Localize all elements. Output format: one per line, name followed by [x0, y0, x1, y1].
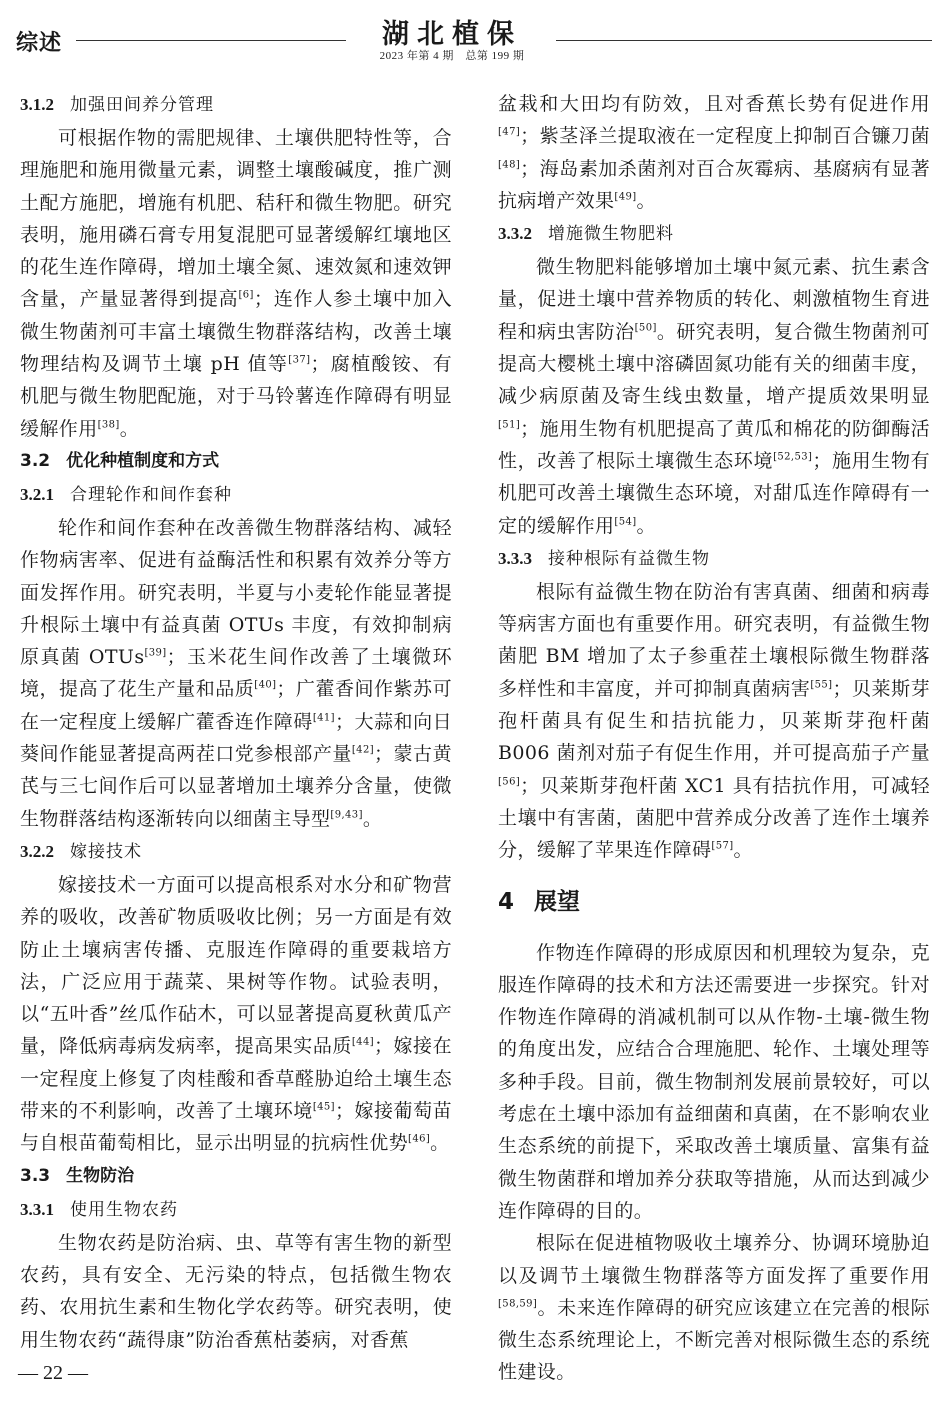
heading-number: 3.3.2 [498, 224, 532, 244]
paragraph-text: 。 [119, 417, 140, 440]
paragraph-text: ；广藿香间作紫苏可在一定程度上缓解广藿香连作障碍 [20, 678, 452, 733]
paragraph-text: 嫁接技术一方面可以提高根系对水分和矿物营养的吸收，改善矿物质吸收比例；另一方面是有效防止土壤病害传播、克服连作障碍的重要栽培方法，广泛应用于蔬菜、果树等作物。试验表明，以“五叶香”丝瓜作砧木，可以显著提高夏秋黄瓜产量，降低病毒病发病率，提高果实品质 [20, 873, 452, 1058]
header-rule-left [76, 40, 346, 41]
journal-issue: 2023 年第 4 期 总第 199 期 [379, 50, 525, 62]
paragraph [20, 869, 452, 1160]
heading-title: 展望 [534, 888, 581, 915]
paragraph [20, 122, 452, 445]
paragraph [498, 937, 930, 1228]
paragraph-text: 。 [430, 1132, 450, 1155]
paragraph-text: ；嫁接葡萄苗与自根苗葡萄相比，显示出明显的抗病性优势 [20, 1100, 452, 1155]
heading-title: 生物防治 [66, 1165, 135, 1186]
heading-title: 接种根际有益微生物 [548, 548, 710, 569]
paragraph-text: ；大蒜和向日葵间作能显著提高两茬口党参根部产量 [20, 710, 452, 766]
paragraph-text: 根际有益微生物在防治有害真菌、细菌和病毒等病害方面也有重要作用。研究表明，有益微生物菌肥 BM 增加了太子参重茬土壤根际微生物群落多样性和丰富度，并可抑制真菌病害 [498, 580, 930, 700]
paragraph-text: 。未来连作障碍的研究应该建立在完善的根际微生态系统理论上，不断完善对根际微生态的系统性建设。 [498, 1296, 930, 1384]
citation: [37] [288, 354, 311, 366]
left-column [20, 88, 452, 1356]
paragraph-text: ；蒙古黄芪与三七间作后可以显著增加土壤养分含量，使微生物群落结构逐渐转向以细菌主导型 [20, 743, 452, 830]
paragraph-text: ；施用生物有机肥可改善土壤微生态环境，对甜瓜连作障碍有一定的缓解作用 [498, 449, 930, 537]
citation: [39] [144, 647, 167, 659]
heading-number: 3.3.1 [20, 1199, 54, 1219]
subsubsection-heading [498, 217, 930, 251]
paragraph-text: 。 [362, 807, 383, 830]
subsubsection-heading [20, 478, 452, 512]
paragraph-text: ；玉米花生间作改善了土壤微环境，提高了花生产量和品质 [20, 646, 452, 701]
heading-number: 3.2 [20, 450, 51, 471]
paragraph-text: ；贝莱斯芽孢杆菌 XC1 具有拮抗作用，可减轻土壤中有害菌，菌肥中营养成分改善了连作土壤养分，缓解了苹果连作障碍 [498, 774, 930, 862]
paragraph-text: ；海岛素加杀菌剂对百合灰霉病、基腐病有显著抗病增产效果 [498, 157, 930, 212]
page-number: — 22 — [18, 1362, 88, 1384]
citation: [46] [408, 1133, 431, 1145]
paragraph-text: ；施用生物有机肥提高了黄瓜和棉花的防御酶活性，改善了根际土壤微生态环境 [498, 417, 930, 472]
subsubsection-heading [498, 542, 930, 576]
paragraph-text: 。研究表明，复合微生物菌剂可提高大樱桃土壤中溶磷固氮功能有关的细菌丰度，减少病原菌及寄生线虫数量，增产提质效果明显 [498, 320, 930, 408]
paragraph-text: 可根据作物的需肥规律、土壤供肥特性等，合理施肥和施用微量元素，调整土壤酸碱度，推广测土配方施肥，增施有机肥、秸秆和微生物肥。研究表明，施用磷石膏专用复混肥可显著缓解红壤地区的花生连作障碍，增加土壤全氮、速效氮和速效钾含量，产量显著得到提高 [20, 127, 452, 311]
heading-title: 增施微生物肥料 [548, 224, 674, 245]
citation: [52,53] [773, 451, 813, 463]
heading-title: 加强田间养分管理 [70, 95, 214, 115]
section-label: 综述 [16, 31, 63, 56]
citation: [42] [351, 744, 375, 756]
citation: [58,59] [498, 1298, 538, 1310]
paragraph [498, 251, 930, 542]
paragraph-text: ；腐植酸铵、有机肥与微生物肥配施，对于马铃薯连作障碍有明显缓解作用 [20, 353, 452, 440]
page-header [0, 0, 950, 70]
paragraph [20, 512, 452, 835]
heading-number: 3.3.3 [498, 548, 532, 568]
paragraph-text: ；连作人参土壤中加入微生物菌剂可丰富土壤微生物群落结构，改善土壤物理结构及调节土壤 pH 值等 [20, 288, 452, 376]
citation: [47] [498, 126, 521, 138]
citation: [56] [498, 776, 521, 788]
paragraph-text: 盆栽和大田均有防效，且对香蕉长势有促进作用 [498, 93, 930, 115]
heading-number: 3.2.2 [20, 841, 54, 861]
right-column [498, 88, 930, 1389]
paragraph-text: 微生物肥料能够增加土壤中氮元素、抗生素含量，促进土壤中营养物质的转化、刺激植物生育进程和病虫害防治 [498, 256, 930, 343]
citation: [9,43] [330, 809, 363, 821]
heading-number: 3.1.2 [20, 95, 54, 114]
paragraph-text: 。 [636, 514, 656, 537]
citation: [57] [711, 840, 734, 852]
citation: [45] [312, 1101, 335, 1113]
citation: [41] [312, 712, 335, 724]
citation: [44] [351, 1037, 375, 1049]
citation: [48] [498, 159, 521, 171]
paragraph-text: 生物农药是防治病、虫、草等有害生物的新型农药，具有安全、无污染的特点，包括微生物农药、农用抗生素和生物化学农药等。研究表明，使用生物农药“蔬得康”防治香蕉枯萎病，对香蕉 [20, 1231, 452, 1351]
subsubsection-heading [20, 88, 452, 122]
subsection-heading [20, 445, 452, 478]
subsubsection-heading [20, 835, 452, 869]
citation: [50] [634, 322, 657, 334]
citation: [55] [810, 679, 833, 691]
heading-title: 合理轮作和间作套种 [70, 484, 232, 505]
citation: [40] [254, 680, 277, 692]
continued-paragraph [498, 88, 930, 217]
paragraph-text: 作物连作障碍的形成原因和机理较为复杂，克服连作障碍的技术和方法还需要进一步探究。针对作物连作障碍的消减机制可以从作物-土壤-微生物的角度出发，应结合合理施肥、轮作、土壤处理等多种手段。目前，微生物制剂发展前景较好，可以考虑在土壤中添加有益细菌和真菌，在不影响农业生态系统的前提下，采取改善土壤质量、富集有益微生物菌群和增加养分获取等措施，从而达到减少连作障碍的目的。 [498, 941, 930, 1222]
citation: [49] [614, 191, 637, 203]
paragraph-text: ；紫茎泽兰提取液在一定程度上抑制百合镰刀菌 [520, 125, 930, 148]
heading-number: 3.2.1 [20, 484, 54, 504]
paragraph [498, 576, 930, 867]
header-rule-right [556, 40, 932, 41]
citation: [54] [614, 516, 637, 528]
heading-title: 优化种植制度和方式 [66, 450, 220, 471]
paragraph [20, 1227, 452, 1356]
paragraph-text: ；贝莱斯芽孢杆菌具有促生和拮抗能力，贝莱斯芽孢杆菌 B006 菌剂对茄子有促生作用，并可提高茄子产量 [498, 677, 930, 765]
paragraph [498, 1227, 930, 1388]
subsection-heading [20, 1160, 452, 1193]
heading-number: 3.3 [20, 1165, 51, 1186]
citation: [51] [498, 419, 521, 431]
section-heading [498, 885, 930, 919]
citation: [6] [238, 290, 254, 302]
heading-title: 使用生物农药 [70, 1199, 178, 1220]
subsubsection-heading [20, 1193, 452, 1227]
paragraph-text: 根际在促进植物吸收土壤养分、协调环境胁迫以及调节土壤微生物群落等方面发挥了重要作用 [498, 1232, 930, 1287]
heading-title: 嫁接技术 [70, 841, 142, 862]
journal-title: 湖北植保 [382, 19, 522, 50]
paragraph-text: ；嫁接在一定程度上修复了肉桂酸和香草醛胁迫给土壤生态带来的不利影响，改善了土壤环境 [20, 1035, 452, 1123]
paragraph-text: 。 [733, 839, 753, 862]
paragraph-text: 轮作和间作套种在改善微生物群落结构、减轻作物病害率、促进有益酶活性和积累有效养分等方面发挥作用。研究表明，半夏与小麦轮作能显著提升根际土壤中有益真菌 OTUs 丰度，有效抑制病原真菌 OTUs [20, 516, 452, 669]
paragraph-text: 。 [636, 189, 656, 212]
citation: [38] [97, 419, 120, 431]
heading-number: 4 [498, 888, 515, 915]
